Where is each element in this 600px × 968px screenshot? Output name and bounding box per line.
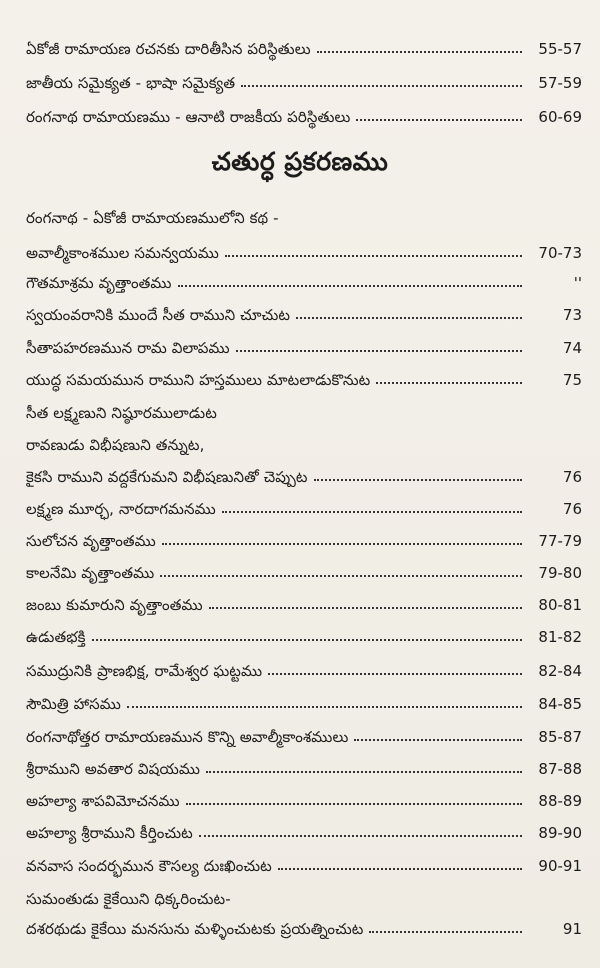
toc-entry [26,327,582,357]
dot-leader [241,85,522,87]
toc-entry [26,424,582,454]
toc-entry-pages: 84-85 [538,694,582,713]
toc-entry-title: గౌతమాశ్రమ వృత్తాంతము [26,273,172,292]
toc-entry-title: సీతాపహరణమున రామ విలాపము [26,338,230,357]
toc-entry-title: ఏకోజీ రామాయణ రచనకు దారితీసిన పరిస్థితులు [26,39,311,58]
toc-entry-pages: 89-90 [538,823,582,842]
dot-leader [225,255,522,257]
toc-entry-pages: 70-73 [538,243,582,262]
dot-leader [178,285,522,287]
dot-leader [206,771,522,773]
dot-leader [317,51,522,53]
toc-entry-pages: 90-91 [538,856,582,875]
toc-entry-title: సౌమిత్రి హాసము [26,694,121,713]
toc-entry-pages: 80-81 [538,595,582,614]
toc-entry [26,392,582,422]
toc-entry-pages: 73 [562,305,582,324]
toc-entry-title: కైకసి రాముని వద్దకేగుమని విభీషణునితో చెప్పుట [26,467,308,486]
dot-leader [236,350,522,352]
toc-entry [26,878,582,908]
toc-entry-title: వనవాస సందర్భమున కౌసల్య దుఃఖించుట [26,856,272,875]
toc-entry-title: సముద్రునికి ప్రాణభిక్ష, రామేశ్వర ఘట్టము [26,661,263,680]
toc-entry-title: శ్రీరాముని అవతార విషయము [26,759,201,778]
toc-entry [26,28,582,58]
toc-entry-pages: '' [573,273,582,292]
toc-entry-title: సులోచన వృత్తాంతము [26,531,156,550]
toc-entry [26,294,582,324]
dot-leader [222,511,522,513]
toc-entry-pages: 79-80 [538,563,582,582]
dot-leader [127,706,522,708]
toc-entry-title: అవాల్మీకాంశముల సమన్వయము [26,243,219,262]
toc-entry [26,232,582,262]
toc-entry [26,780,582,810]
toc-entry-pages: 81-82 [538,627,582,646]
dot-leader [199,835,522,837]
toc-entry [26,520,582,550]
toc-entry-title: రావణుడు విభీషణుని తన్నుట, [26,435,205,454]
toc-entry-pages: 91 [562,919,582,938]
toc-entry [26,359,582,389]
toc-entry-title: రంగనాథోత్తర రామాయణమున కొన్ని అవాల్మీకాంశములు [26,727,349,746]
toc-entry [26,584,582,614]
dot-leader [356,119,522,121]
toc-entry [26,616,582,646]
dot-leader [268,673,522,675]
toc-entry [26,845,582,875]
toc-entry-pages: 85-87 [538,727,582,746]
toc-entry-pages: 55-57 [538,39,582,58]
toc-entry [26,62,582,92]
toc-entry-title: స్వయంవరానికి ముందే సీత రాముని చూచుట [26,305,291,324]
toc-entry-pages: 75 [562,370,582,389]
toc-entry-pages: 57-59 [538,73,582,92]
toc-entry-title: యుద్ధ సమయమున రాముని హస్తములు మాటలాడుకొనుట [26,370,371,389]
toc-entry-title: కాలనేమి వృత్తాంతము [26,563,155,582]
toc-entry-pages: 82-84 [538,661,582,680]
toc-entry [26,683,582,713]
toc-entry-title: రంగనాథ - ఏకోజీ రామాయణములోని కథ - [26,208,279,227]
toc-entry-pages: 74 [562,338,582,357]
toc-entry [26,812,582,842]
toc-entry-title: జంబు కుమారుని వృత్తాంతము [26,595,203,614]
toc-entry-title: సుమంతుడు కైకేయిని ధిక్కరించుట- [26,889,231,908]
toc-entry-title: దశరథుడు కైకేయి మనసును మళ్ళించుటకు ప్రయత్నించుట [26,919,364,938]
section-heading: చతుర్ధ ప్రకరణము [211,147,389,176]
dot-leader [209,607,522,609]
toc-entry-pages: 87-88 [538,759,582,778]
toc-entry [26,456,582,486]
dot-leader [314,479,522,481]
dot-leader [186,803,522,805]
toc-entry-pages: 60-69 [538,107,582,126]
toc-entry-pages: 88-89 [538,791,582,810]
toc-entry-pages: 76 [562,499,582,518]
toc-entry [26,650,582,680]
dot-leader [354,739,522,741]
toc-entry-title: ఉడుతభక్తి [26,627,86,646]
toc-entry [26,96,582,126]
dot-leader [160,575,522,577]
dot-leader [162,543,522,545]
toc-entry-title: సీత లక్ష్మణుని నిష్ఠూరములాడుట [26,403,217,422]
toc-entry [26,488,582,518]
toc-entry [26,748,582,778]
toc-entry [26,197,582,227]
toc-entry-pages: 77-79 [538,531,582,550]
toc-entry-pages: 76 [562,467,582,486]
dot-leader [376,382,522,384]
toc-entry [26,908,582,938]
dot-leader [369,931,522,933]
toc-entry-title: అహల్యా శ్రీరాముని కీర్తించుట [26,823,193,842]
dot-leader [296,317,522,319]
dot-leader [278,868,522,870]
toc-entry-title: అహల్యా శాపవిమోచనము [26,791,180,810]
dot-leader [92,639,522,641]
toc-entry-title: జాతీయ సమైక్యత - భాషా సమైక్యత [26,73,236,92]
toc-entry [26,716,582,746]
toc-entry [26,262,582,292]
toc-entry [26,552,582,582]
toc-entry-title: రంగనాథ రామాయణము - ఆనాటి రాజకీయ పరిస్థితులు [26,107,351,126]
toc-entry-title: లక్ష్మణ మూర్ఛ, నారదాగమనము [26,499,216,518]
